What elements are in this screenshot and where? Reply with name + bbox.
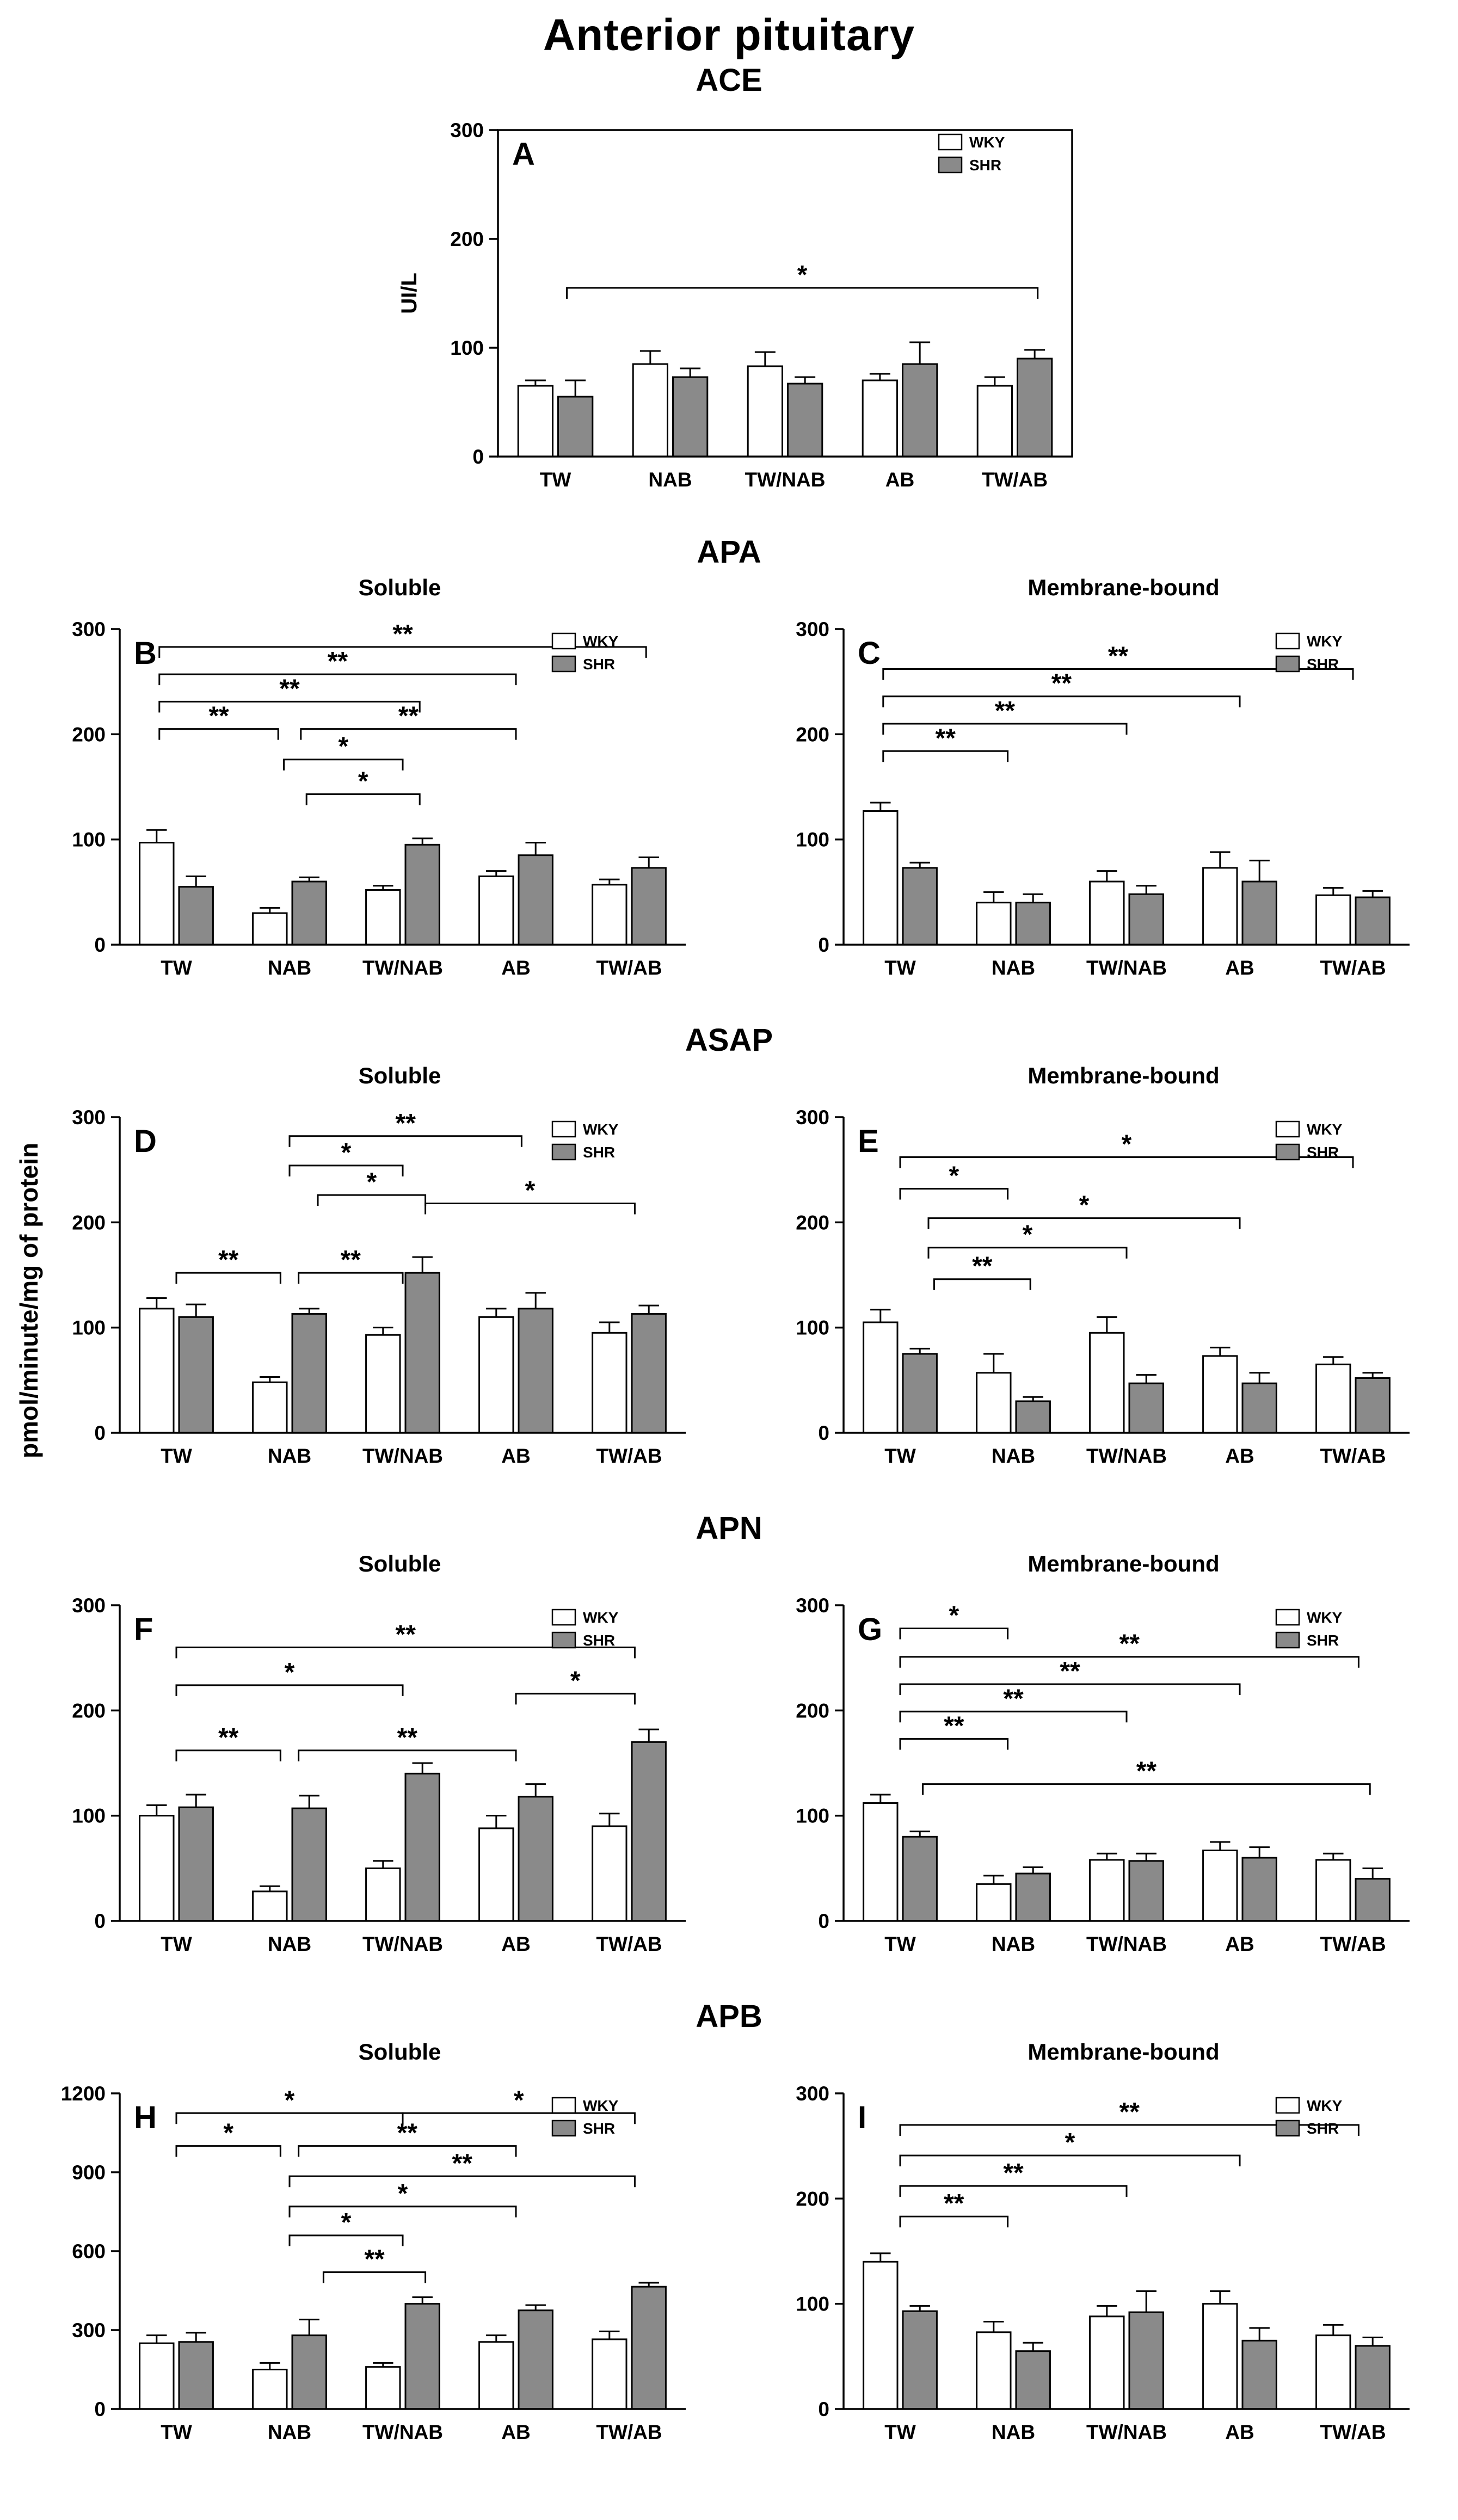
svg-text:WKY: WKY: [969, 134, 1005, 151]
svg-text:200: 200: [71, 723, 106, 746]
svg-text:200: 200: [71, 1211, 106, 1234]
svg-text:**: **: [327, 647, 348, 676]
panel-C-chart: [754, 602, 1429, 994]
svg-text:**: **: [279, 674, 300, 704]
panel-I-chart: [754, 2066, 1429, 2458]
svg-text:AB: AB: [1225, 2421, 1254, 2443]
svg-text:NAB: NAB: [267, 2421, 311, 2443]
svg-text:**: **: [1119, 2098, 1140, 2127]
panel-D-chart: [30, 1090, 705, 1482]
svg-text:*: *: [366, 1168, 377, 1197]
svg-text:WKY: WKY: [582, 633, 618, 650]
panel-A: [367, 103, 1091, 506]
svg-text:TW/AB: TW/AB: [1319, 1933, 1386, 1955]
svg-text:*: *: [337, 732, 348, 761]
svg-text:TW/AB: TW/AB: [595, 957, 662, 979]
svg-text:*: *: [525, 1176, 535, 1205]
svg-text:100: 100: [71, 828, 106, 851]
panel-C-subtitle: Membrane-bound: [1028, 575, 1220, 600]
svg-text:*: *: [284, 2086, 294, 2115]
svg-text:SHR: SHR: [1306, 1632, 1339, 1649]
svg-text:900: 900: [71, 2161, 106, 2184]
svg-text:TW/NAB: TW/NAB: [745, 469, 825, 491]
panel-F-subtitle: Soluble: [358, 1551, 441, 1576]
panel-H: [30, 2039, 705, 2458]
svg-text:TW: TW: [884, 2421, 916, 2443]
svg-text:I: I: [857, 2100, 866, 2135]
panel-H-chart: [30, 2066, 705, 2458]
shared-y-axis-label: pmol/minute/mg of protein: [15, 1142, 43, 1458]
svg-text:AB: AB: [501, 1933, 531, 1955]
panel-G: [754, 1551, 1429, 1970]
svg-text:**: **: [1108, 642, 1128, 671]
svg-text:*: *: [358, 767, 368, 796]
svg-text:**: **: [208, 701, 229, 731]
svg-text:SHR: SHR: [1306, 656, 1339, 673]
svg-text:300: 300: [795, 1594, 829, 1617]
svg-text:UI/L: UI/L: [397, 273, 421, 314]
svg-text:300: 300: [71, 1594, 106, 1617]
svg-text:**: **: [397, 1723, 417, 1752]
svg-text:*: *: [1121, 1130, 1131, 1159]
svg-text:NAB: NAB: [267, 957, 311, 979]
row-apn: [0, 1551, 1458, 1970]
figure-title: Anterior pituitary: [543, 10, 915, 60]
svg-text:0: 0: [94, 1422, 106, 1444]
svg-text:F: F: [133, 1612, 153, 1647]
svg-text:AB: AB: [1225, 1933, 1254, 1955]
section-title-apn: APN: [696, 1511, 762, 1546]
svg-text:NAB: NAB: [267, 1933, 311, 1955]
svg-text:300: 300: [71, 2319, 106, 2342]
row-ace: [0, 103, 1458, 506]
svg-text:*: *: [1079, 1191, 1089, 1220]
svg-text:TW/NAB: TW/NAB: [1086, 957, 1167, 979]
panel-E-subtitle: Membrane-bound: [1028, 1063, 1220, 1088]
svg-text:SHR: SHR: [969, 157, 1001, 174]
svg-text:0: 0: [94, 1910, 106, 1932]
svg-text:0: 0: [94, 2398, 106, 2420]
svg-text:**: **: [1002, 1684, 1024, 1714]
svg-text:AB: AB: [885, 469, 914, 491]
svg-text:*: *: [341, 1138, 351, 1167]
svg-text:**: **: [943, 2189, 964, 2219]
svg-text:WKY: WKY: [582, 1609, 618, 1626]
svg-text:100: 100: [450, 337, 484, 359]
svg-text:100: 100: [71, 1316, 106, 1339]
svg-text:**: **: [994, 697, 1015, 725]
svg-text:NAB: NAB: [267, 1445, 311, 1467]
svg-text:*: *: [341, 2208, 351, 2237]
svg-text:AB: AB: [501, 1445, 531, 1467]
section-title-apa: APA: [697, 534, 761, 570]
svg-text:A: A: [512, 137, 535, 172]
svg-text:TW: TW: [884, 1445, 916, 1467]
panel-F: [30, 1551, 705, 1970]
svg-text:AB: AB: [1225, 957, 1254, 979]
svg-text:B: B: [133, 636, 157, 671]
svg-text:*: *: [284, 1658, 294, 1687]
svg-text:300: 300: [450, 119, 484, 141]
svg-text:100: 100: [71, 1804, 106, 1827]
svg-text:**: **: [935, 724, 956, 753]
svg-text:300: 300: [71, 618, 106, 640]
svg-text:**: **: [395, 1620, 416, 1649]
svg-text:0: 0: [472, 446, 484, 468]
svg-text:*: *: [1022, 1220, 1032, 1249]
svg-text:NAB: NAB: [991, 2421, 1035, 2443]
svg-text:WKY: WKY: [1306, 633, 1342, 650]
svg-text:TW/AB: TW/AB: [1319, 1445, 1386, 1467]
svg-text:TW: TW: [160, 2421, 192, 2443]
svg-text:100: 100: [795, 828, 829, 851]
svg-text:600: 600: [71, 2240, 106, 2263]
svg-text:*: *: [1065, 2128, 1075, 2158]
svg-text:*: *: [223, 2118, 233, 2148]
panel-G-subtitle: Membrane-bound: [1028, 1551, 1220, 1576]
svg-text:**: **: [1059, 1657, 1080, 1686]
svg-text:TW/NAB: TW/NAB: [1086, 1933, 1167, 1955]
svg-text:*: *: [948, 1161, 959, 1191]
svg-text:TW/AB: TW/AB: [1319, 957, 1386, 979]
svg-text:TW: TW: [539, 469, 571, 491]
svg-text:200: 200: [795, 1211, 829, 1234]
svg-text:300: 300: [795, 618, 829, 640]
svg-text:**: **: [971, 1252, 992, 1281]
svg-text:**: **: [395, 1108, 416, 1138]
svg-text:TW: TW: [160, 1933, 192, 1955]
svg-text:WKY: WKY: [1306, 2097, 1342, 2114]
svg-text:**: **: [364, 2245, 385, 2274]
svg-text:100: 100: [795, 1316, 829, 1339]
svg-text:**: **: [218, 1246, 238, 1275]
svg-text:**: **: [452, 2149, 472, 2178]
svg-text:**: **: [1136, 1757, 1156, 1786]
svg-text:TW/NAB: TW/NAB: [362, 2421, 443, 2443]
panel-I-subtitle: Membrane-bound: [1028, 2039, 1220, 2065]
svg-text:*: *: [397, 2179, 408, 2208]
panel-D-subtitle: Soluble: [358, 1063, 441, 1088]
section-title-ace: ACE: [696, 63, 762, 98]
svg-text:NAB: NAB: [648, 469, 692, 491]
svg-text:300: 300: [795, 2082, 829, 2105]
svg-text:SHR: SHR: [582, 2120, 615, 2137]
svg-text:TW/AB: TW/AB: [595, 1933, 662, 1955]
section-title-apb: APB: [696, 1999, 762, 2034]
svg-text:**: **: [392, 619, 413, 649]
svg-text:200: 200: [450, 228, 484, 250]
svg-text:0: 0: [817, 2398, 829, 2420]
svg-text:TW/NAB: TW/NAB: [362, 1445, 443, 1467]
svg-text:SHR: SHR: [582, 656, 615, 673]
panel-E: [754, 1063, 1429, 1482]
panel-I: [754, 2039, 1429, 2458]
section-title-asap: ASAP: [685, 1022, 773, 1058]
svg-text:SHR: SHR: [1306, 2120, 1339, 2137]
svg-text:**: **: [1002, 2159, 1024, 2188]
row-apb: [0, 2039, 1458, 2458]
svg-text:**: **: [398, 701, 419, 731]
panel-B: [30, 575, 705, 994]
svg-text:TW/NAB: TW/NAB: [362, 1933, 443, 1955]
row-apa: [0, 575, 1458, 994]
svg-text:AB: AB: [501, 2421, 531, 2443]
svg-text:200: 200: [795, 1699, 829, 1722]
svg-text:NAB: NAB: [991, 1933, 1035, 1955]
svg-text:**: **: [218, 1723, 238, 1752]
panel-D: [30, 1063, 705, 1482]
svg-text:TW/NAB: TW/NAB: [362, 957, 443, 979]
svg-text:TW: TW: [160, 1445, 192, 1467]
svg-text:**: **: [397, 2118, 417, 2148]
panel-E-chart: [754, 1090, 1429, 1482]
svg-text:*: *: [570, 1666, 581, 1696]
svg-text:**: **: [340, 1246, 361, 1275]
svg-text:100: 100: [795, 2293, 829, 2315]
svg-text:TW: TW: [884, 1933, 916, 1955]
svg-text:SHR: SHR: [582, 1144, 615, 1161]
svg-text:0: 0: [817, 1422, 829, 1444]
panel-G-chart: [754, 1578, 1429, 1970]
svg-text:TW/AB: TW/AB: [595, 1445, 662, 1467]
svg-text:G: G: [857, 1612, 882, 1647]
svg-text:TW: TW: [884, 957, 916, 979]
svg-text:**: **: [943, 1711, 964, 1741]
panel-C: [754, 575, 1429, 994]
svg-text:C: C: [857, 636, 881, 671]
svg-text:TW/AB: TW/AB: [981, 469, 1048, 491]
svg-text:1200: 1200: [60, 2082, 106, 2105]
svg-text:**: **: [1119, 1629, 1140, 1659]
svg-text:TW/AB: TW/AB: [1319, 2421, 1386, 2443]
panel-B-subtitle: Soluble: [358, 575, 441, 600]
svg-text:NAB: NAB: [991, 957, 1035, 979]
panel-F-chart: [30, 1578, 705, 1970]
svg-text:0: 0: [817, 934, 829, 956]
svg-text:300: 300: [71, 1106, 106, 1129]
svg-text:200: 200: [795, 2188, 829, 2210]
panel-B-chart: [30, 602, 705, 994]
svg-text:100: 100: [795, 1804, 829, 1827]
svg-text:WKY: WKY: [1306, 1121, 1342, 1138]
svg-text:H: H: [133, 2100, 157, 2135]
svg-text:*: *: [513, 2086, 524, 2115]
svg-text:0: 0: [94, 934, 106, 956]
svg-text:D: D: [133, 1124, 157, 1159]
svg-text:200: 200: [795, 723, 829, 746]
svg-text:WKY: WKY: [582, 1121, 618, 1138]
svg-text:SHR: SHR: [582, 1632, 615, 1649]
svg-text:0: 0: [817, 1910, 829, 1932]
svg-text:E: E: [857, 1124, 879, 1159]
svg-text:**: **: [1051, 669, 1072, 698]
svg-text:TW/NAB: TW/NAB: [1086, 1445, 1167, 1467]
svg-text:TW/NAB: TW/NAB: [1086, 2421, 1167, 2443]
svg-text:300: 300: [795, 1106, 829, 1129]
svg-text:*: *: [797, 261, 807, 289]
svg-text:SHR: SHR: [1306, 1144, 1339, 1161]
svg-text:*: *: [948, 1601, 959, 1630]
panel-H-subtitle: Soluble: [358, 2039, 441, 2065]
panel-A-chart: [367, 103, 1091, 506]
svg-text:NAB: NAB: [991, 1445, 1035, 1467]
svg-text:WKY: WKY: [582, 2097, 618, 2114]
svg-text:200: 200: [71, 1699, 106, 1722]
svg-text:TW: TW: [160, 957, 192, 979]
svg-text:WKY: WKY: [1306, 1609, 1342, 1626]
svg-text:AB: AB: [1225, 1445, 1254, 1467]
svg-text:AB: AB: [501, 957, 531, 979]
row-asap: [0, 1063, 1458, 1482]
svg-text:TW/AB: TW/AB: [595, 2421, 662, 2443]
